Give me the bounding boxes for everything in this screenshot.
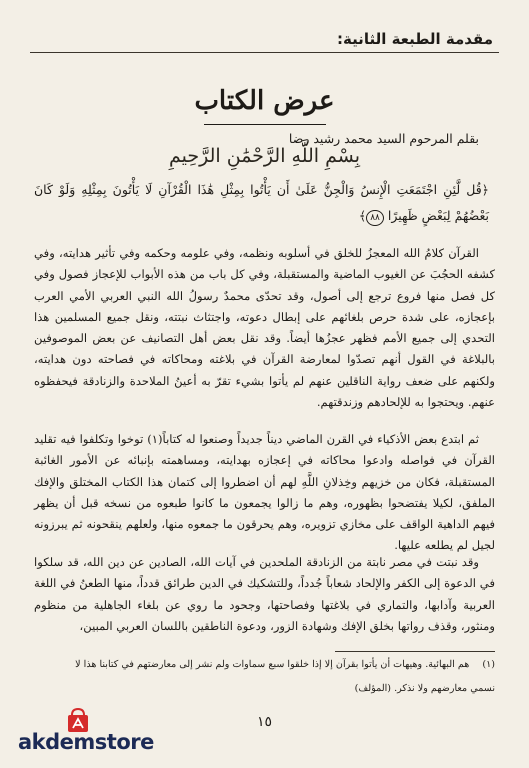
paragraph-3 [34,552,495,637]
footnote-line-2: نسمي معارضهم ولا نذكر. (المؤلف) [354,683,495,694]
basmala: بِسْمِ اللَّهِ الرَّحْمَٰنِ الرَّحِيمِ [169,145,360,167]
paragraph-1 [34,243,495,413]
section-heading: مقدمة الطبعة الثانية: [336,30,493,48]
quran-verse [34,177,489,229]
footnote-rule [335,651,495,652]
header-rule [30,52,499,53]
footnote-number: (١) [482,659,495,670]
verse-close-bracket: ﴾ [358,208,367,223]
chapter-title: عرض الكتاب [194,86,335,116]
page-number: ١٥ [256,714,273,730]
verse-number: ٨٨ [366,210,384,226]
watermark-logo [10,705,154,760]
watermark-text: akdemstore [18,730,154,754]
title-underline [204,124,326,125]
paragraph-text: القرآن كلامُ الله المعجزُ للخلق في أسلوبه ونظمه، وفي علومه وحكمه وفي تأثير هدايته، وفي كشفه الحجُبَ عن الغيوب الماضية والمستقبلة، وفي كل باب من هذه الأبواب للإعجاز فصول وفي كل فصل منها فروع ترجع إلى أصول، وقد تحدّى محمدٌ رسولُ الله النبي العربي الأمي العرب بإعجازه، على شدة حرص بلغائهم على إبطال دعوته، واجتثاث نبتته، ونقل جميع المسلمين هذا التحدي إلى جميع الأمم فظهر عجزُها أيضاً. وقد نقل بعض أهل التصانيف عن بعض الموصوفين بالبلاغة في القول أنهم تصدّوا لمعارضة القرآن في بلاغته ومحاكاته في فصاحته دون هدايته، ولكنهم على ضعف رواية الناقلين عنهم لم يأتوا بشيء تقرّ به أعينُ الملاحدة والزنادقة فيحفظوه عنهم. ويحتجوا به للإلحادهم وزندقتهم. [34,246,495,410]
footnote-line-1: هم البهائية. وهيهات أن يأتوا بقرآن إلا إذا خلقوا سبع سماوات ولم نشر إلى معارضتهم في كتابنا هذا لا [75,659,470,670]
author-line: بقلم المرحوم السيد محمد رشيد رضا [288,131,479,146]
paragraph-2 [34,429,495,557]
verse-text: ﴿قُل لَّئِنِ اجْتَمَعَتِ الْإِنسُ وَالْجِنُّ عَلَىٰ أَن يَأْتُوا بِمِثْلِ هَٰذَا الْقُرْآنِ لَا يَأْتُونَ بِمِثْلِهِ وَلَوْ كَانَ بَعْضُهُمْ لِبَعْضٍ ظَهِيرًا [34,182,489,223]
paragraph-text: وقد نبتت في مصر نابتة من الزنادقة الملحدين في آيات الله، الصادين عن دين الله، قد سلكوا في الدعوة إلى الكفر والإلحاد شعاباً جُدداً، وللتشكيك في الدين طرائق قدداً، منها الطعنُ في اللغة العربية وآدابها، والتماري في بلاغتها وفصاحتها، وجحود ما روي عن بلغاء الجاهلية من منظوم ومنثور، وقذف رواتها بخلق الإفك وشهادة الزور، ودعوة الناطقين باللسان العربي المبين، [34,555,495,633]
paragraph-text: ثم ابتدع بعض الأذكياء في القرن الماضي ديناً جديداً وصنعوا له كتاباً(١) توخوا وتكلفوا فيه تقليد القرآن في فواصله وادعوا محاكاته في إعجازه بهدايته، ومساهمته بإنبائه عن الأمور الغائبة المستقبلة، فكان من خزيهم وخِذلانِ اللَّهِ لهم أن اضطروا إلى كتمان هذا الكتاب المختلق والإفك الملفق، لكيلا يفتضحوا بظهوره، وهم ما زالوا يجمعون ما كانوا طبعوه من نسخه قبل أن يظهر فيهم الداهية الواقف على مخازي تزويره، وهم يحرقون ما جمعوه منها، ولعلهم ينقحونه ثم يبرزونه لجيل لم يطلعه عليها. [34,432,495,553]
footnote [42,653,495,701]
